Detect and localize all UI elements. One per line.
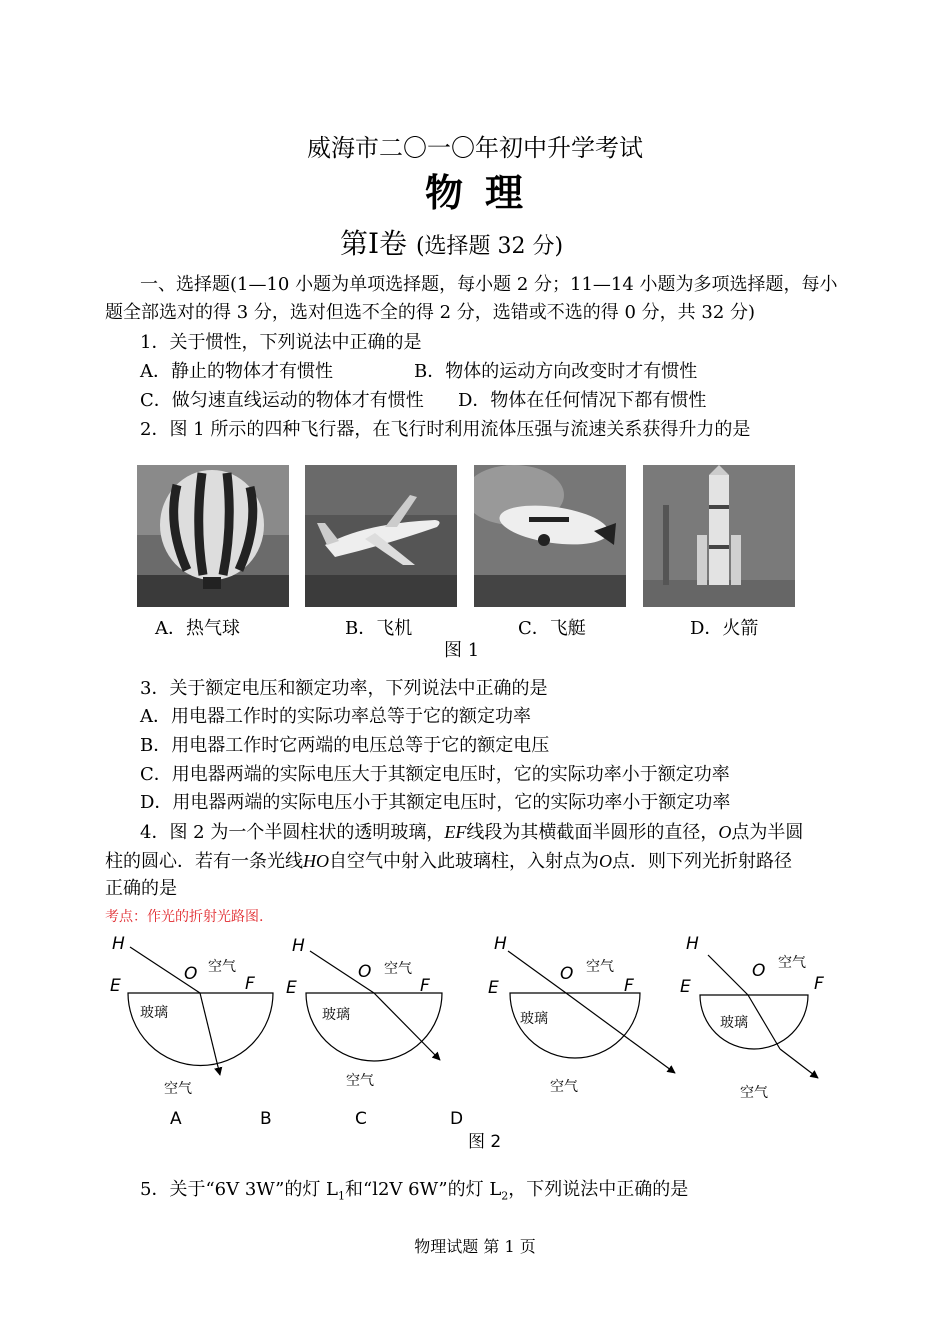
q5-sub-1: 1: [338, 1189, 345, 1203]
fig2a-glass: 玻璃: [140, 1005, 168, 1021]
airship-photo: [474, 465, 626, 607]
q5-text-1: 5．关于“6V 3W”的灯 L: [140, 1179, 338, 1200]
q3-stem: 3．关于额定电压和额定功率，下列说法中正确的是: [140, 678, 548, 699]
fig2-option-d: D: [450, 1109, 464, 1129]
fig2d-glass: 玻璃: [720, 1015, 748, 1031]
q5-text-2: 和“l2V 6W”的灯 L: [345, 1179, 502, 1200]
fig1-caption-a: A．热气球: [155, 618, 240, 639]
q4-text-4: 柱的圆心．若有一条光线: [105, 851, 303, 872]
fig2b-glass: 玻璃: [322, 1007, 350, 1023]
q1-option-b: B．物体的运动方向改变时才有惯性: [414, 361, 698, 382]
q4-stem-line1: [140, 819, 803, 846]
section-instruction-line2: 题全部选对的得 3 分，选对但选不全的得 2 分，选错或不选的得 0 分，共 32 分): [105, 302, 756, 323]
fig1-caption-c: C．飞艇: [518, 618, 586, 639]
fig1-caption-b: B．飞机: [345, 618, 413, 639]
fig2a-air-top: 空气: [208, 959, 236, 975]
q1-stem: 1．关于惯性，下列说法中正确的是: [140, 332, 422, 353]
fig2d-label-o: O: [752, 961, 766, 981]
q2-stem: 2．图 1 所示的四种飞行器，在飞行时利用流体压强与流速关系获得升力的是: [140, 419, 751, 440]
q3-option-d: D．用电器两端的实际电压小于其额定电压时，它的实际功率小于额定功率: [140, 792, 731, 813]
fig2-refraction-diagrams: [100, 925, 840, 1155]
volume-note: (选择题 32 分): [415, 234, 564, 259]
fig2-option-b: B: [260, 1109, 272, 1129]
fig1-label: 图 1: [444, 640, 480, 661]
fig2d-label-e: E: [680, 977, 691, 997]
volume-title: [340, 222, 563, 262]
q4-text-6: 点．则下列光折射路径: [612, 851, 792, 872]
q5-stem: [140, 1177, 688, 1210]
fig2a-label-o: O: [184, 964, 198, 984]
q4-kaodian: 考点：作光的折射光路图.: [105, 909, 264, 925]
volume-label: 第Ⅰ卷: [340, 227, 408, 260]
fig2b-air-bottom: 空气: [346, 1073, 374, 1089]
fig2b-label-o: O: [358, 962, 372, 982]
subject-title: 物理: [425, 171, 546, 215]
exam-title: 威海市二〇一〇年初中升学考试: [307, 134, 643, 162]
section-instruction-line1: 一、选择题(1—10 小题为单项选择题，每小题 2 分；11—14 小题为多项选择题，每小: [140, 274, 838, 295]
fig2b-label-h: H: [292, 936, 305, 956]
q4-text-2: 线段为其横截面半圆形的直径，: [466, 822, 719, 843]
q4-text-3: 点为半圆: [731, 822, 804, 843]
fig2c-label-h: H: [494, 934, 507, 954]
fig2d-label-f: F: [814, 974, 824, 994]
fig2c-air-top: 空气: [586, 959, 614, 975]
fig2c-label-e: E: [488, 978, 499, 998]
q3-option-b: B．用电器工作时它两端的电压总等于它的额定电压: [140, 735, 550, 756]
q4-var-ho: HO: [303, 851, 329, 871]
fig2b-air-top: 空气: [384, 961, 412, 977]
fig2-option-c: C: [355, 1109, 367, 1129]
fig2d-air-bottom: 空气: [740, 1085, 768, 1101]
q1-option-c: C．做匀速直线运动的物体才有惯性: [140, 390, 424, 411]
fig2a-label-h: H: [112, 934, 125, 954]
fig2-label: 图 2: [468, 1132, 502, 1152]
fig2c-label-f: F: [624, 976, 634, 996]
fig2a-air-bottom: 空气: [164, 1081, 192, 1097]
q1-option-a: A．静止的物体才有惯性: [140, 361, 333, 382]
q4-stem-line3: 正确的是: [105, 878, 177, 899]
fig2c-label-o: O: [560, 964, 574, 984]
rocket-photo: [643, 465, 795, 607]
hot-air-balloon-photo: [137, 465, 289, 607]
fig2-option-a: A: [170, 1109, 182, 1129]
fig2b-label-e: E: [286, 978, 297, 998]
fig2c-air-bottom: 空气: [550, 1079, 578, 1095]
fig2a-label-e: E: [110, 976, 121, 996]
q4-text-1: 4．图 2 为一个半圆柱状的透明玻璃，: [140, 822, 445, 843]
q5-sub-2: 2: [501, 1189, 509, 1203]
page-footer: 物理试题 第 1 页: [414, 1237, 536, 1256]
q3-option-c: C．用电器两端的实际电压大于其额定电压时，它的实际功率小于额定功率: [140, 764, 730, 785]
q4-var-o: O: [718, 822, 732, 842]
q4-text-5: 自空气中射入此玻璃柱，入射点为: [329, 851, 599, 872]
fig2b-label-f: F: [420, 976, 430, 996]
fig1-caption-d: D．火箭: [690, 618, 759, 639]
q3-option-a: A．用电器工作时的实际功率总等于它的额定功率: [140, 706, 531, 727]
q4-var-o2: O: [599, 851, 612, 871]
q5-text-3: ，下列说法中正确的是: [508, 1179, 689, 1200]
q1-option-d: D．物体在任何情况下都有惯性: [458, 390, 707, 411]
q4-var-ef: EF: [444, 822, 467, 842]
fig2a-label-f: F: [245, 974, 255, 994]
airplane-photo: [305, 465, 457, 607]
fig2c-glass: 玻璃: [520, 1011, 548, 1027]
q4-stem-line2: [105, 848, 792, 875]
fig2d-air-top: 空气: [778, 955, 806, 971]
fig2d-label-h: H: [686, 934, 699, 954]
